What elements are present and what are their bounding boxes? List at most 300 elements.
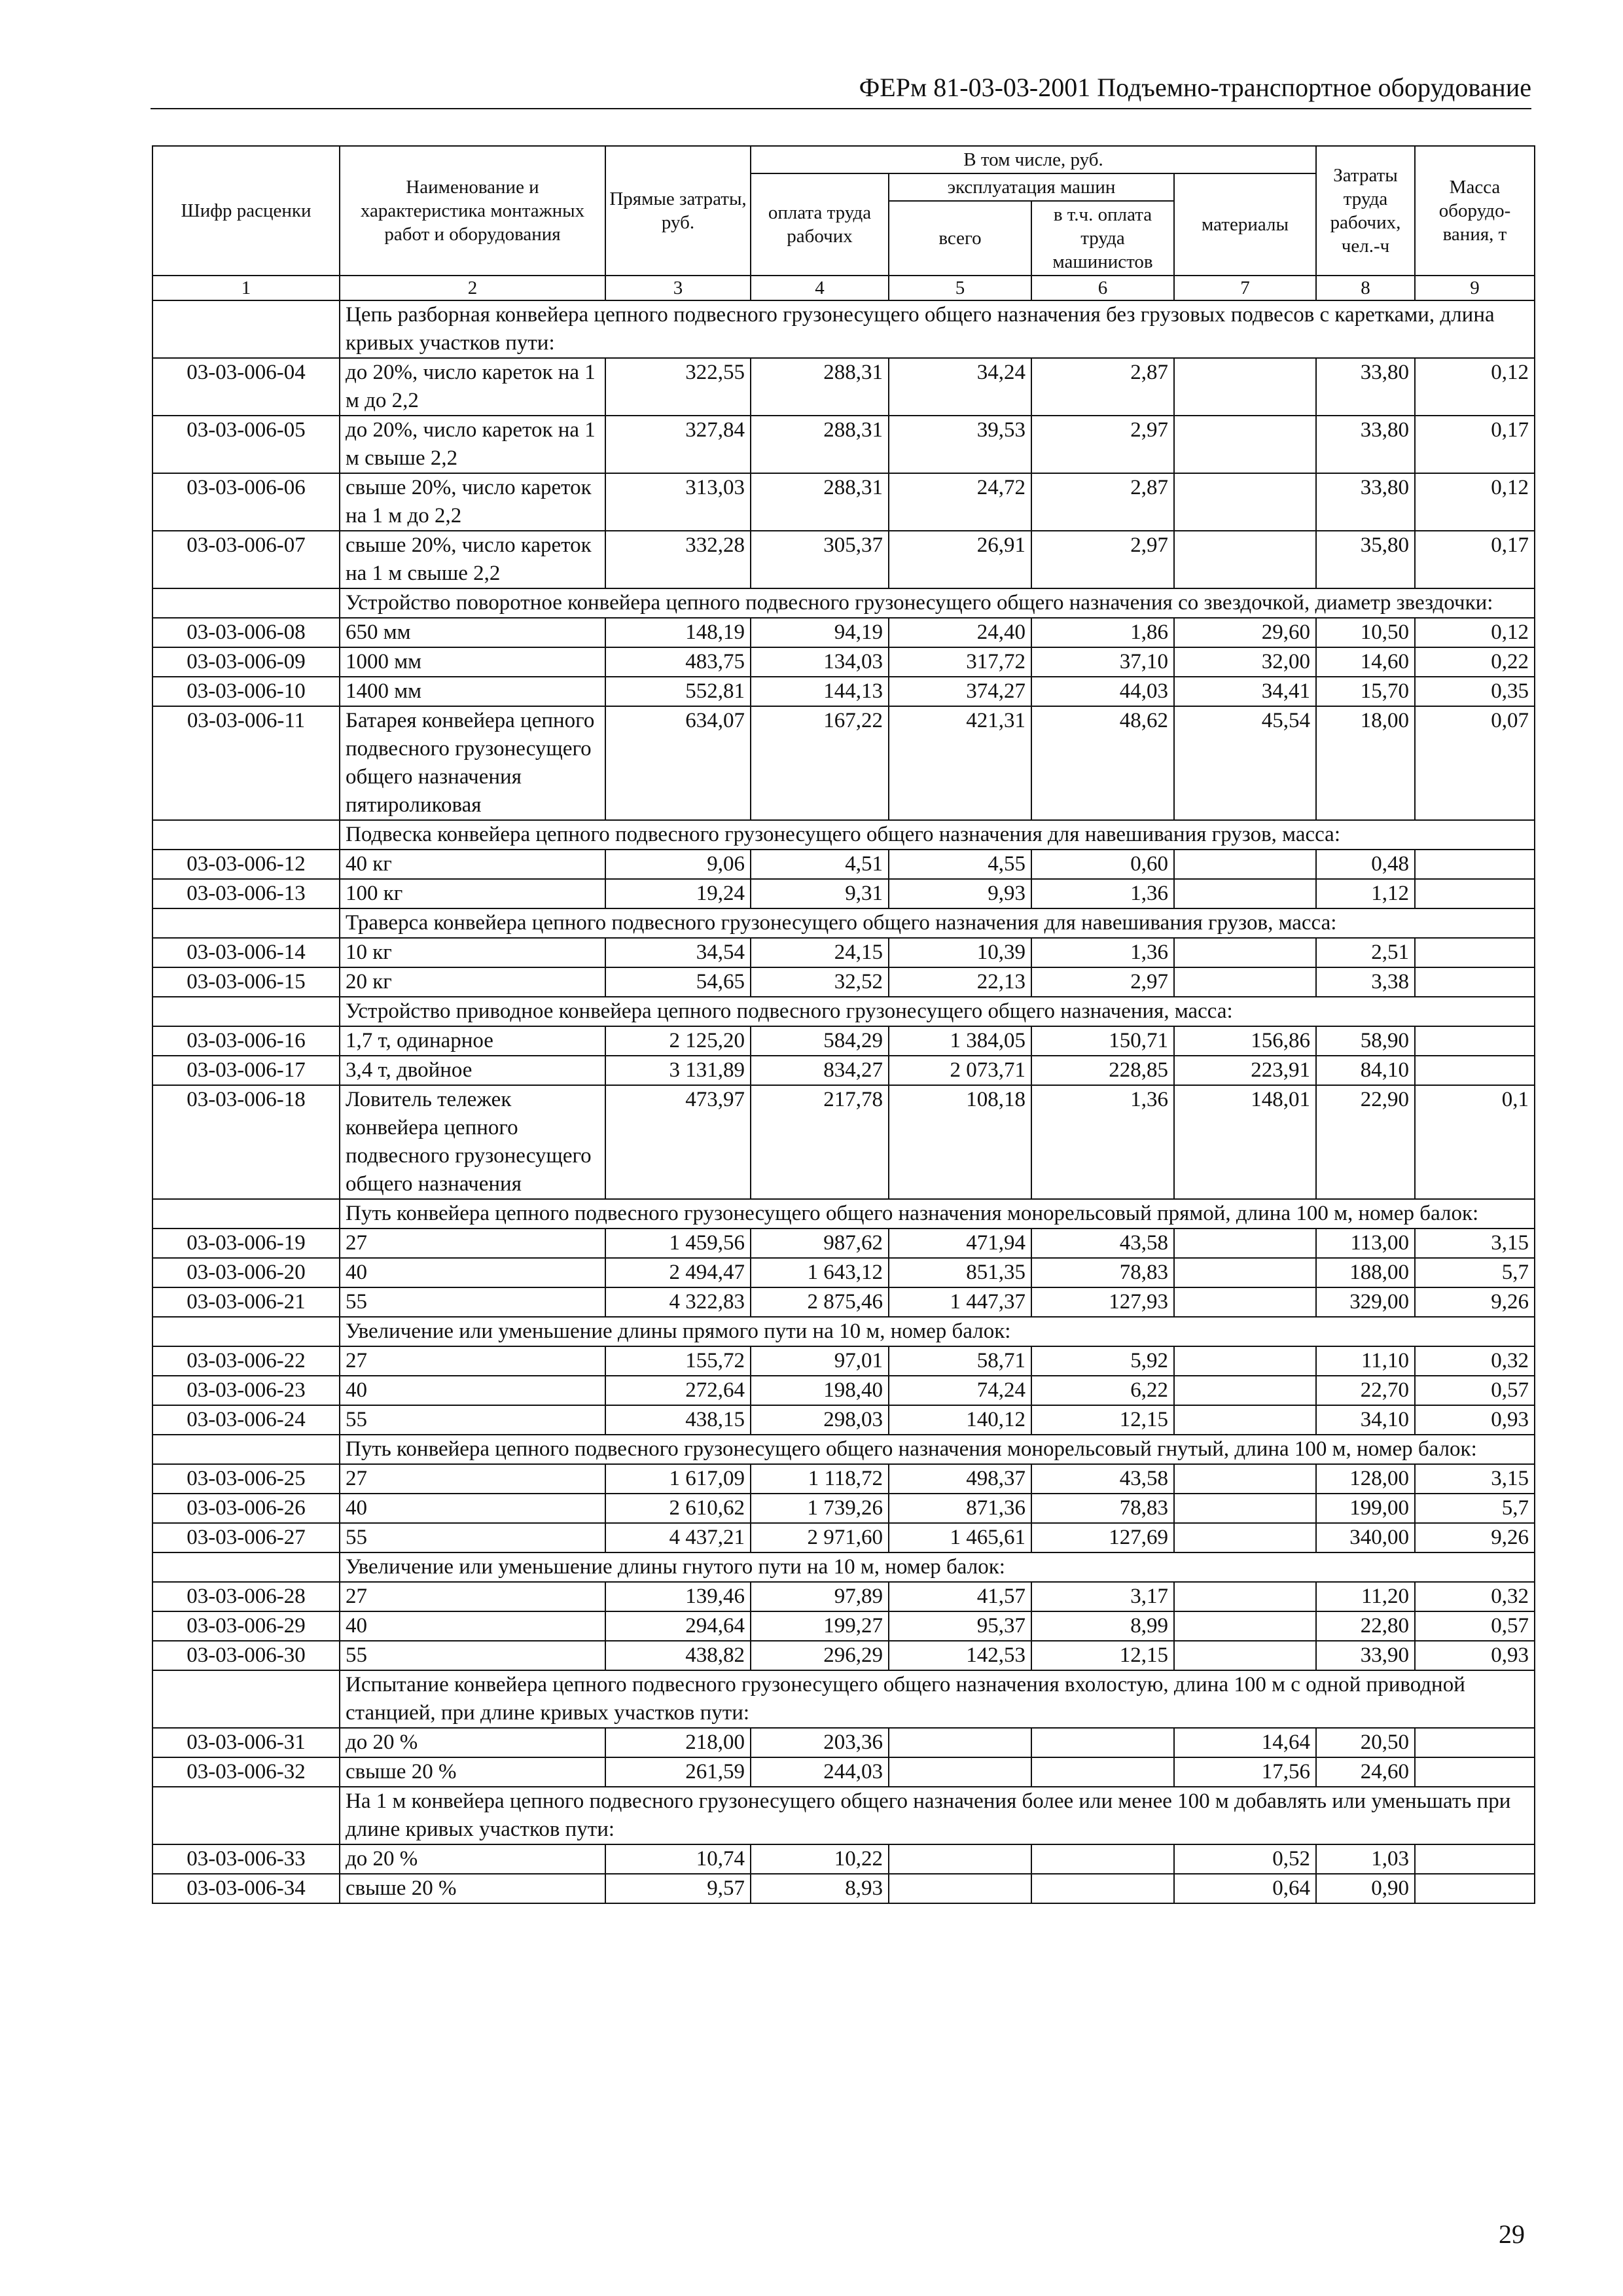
cell-code: 03-03-006-20 xyxy=(152,1258,340,1287)
cell-labor: 18,00 xyxy=(1316,706,1415,820)
section-row xyxy=(152,1552,1535,1582)
cell-wages: 244,03 xyxy=(751,1757,889,1787)
cell-labor: 329,00 xyxy=(1316,1287,1415,1317)
cell-code: 03-03-006-21 xyxy=(152,1287,340,1317)
cell-materials: 34,41 xyxy=(1174,677,1316,706)
cell-machinists: 78,83 xyxy=(1031,1494,1174,1523)
cell-name: 1400 мм xyxy=(340,677,605,706)
cell-wages: 199,27 xyxy=(751,1611,889,1641)
cell-machines: 4,55 xyxy=(889,850,1031,879)
cell-code: 03-03-006-04 xyxy=(152,358,340,416)
cell-direct: 483,75 xyxy=(605,647,751,677)
table-row xyxy=(152,473,1535,531)
cell-code: 03-03-006-22 xyxy=(152,1346,340,1376)
table-row xyxy=(152,879,1535,908)
cell-labor: 113,00 xyxy=(1316,1229,1415,1258)
cell-direct: 1 617,09 xyxy=(605,1464,751,1494)
cell-code: 03-03-006-23 xyxy=(152,1376,340,1405)
header-labor: Затраты труда рабочих, чел.-ч xyxy=(1316,146,1415,276)
cell-direct: 218,00 xyxy=(605,1728,751,1757)
table-row xyxy=(152,1026,1535,1056)
cell-machinists: 48,62 xyxy=(1031,706,1174,820)
cell-mass: 0,22 xyxy=(1415,647,1535,677)
table-row xyxy=(152,1844,1535,1874)
cell-machinists: 1,36 xyxy=(1031,938,1174,967)
column-number: 5 xyxy=(889,276,1031,300)
table-row xyxy=(152,416,1535,473)
cell-wages: 32,52 xyxy=(751,967,889,997)
cell-wages: 8,93 xyxy=(751,1874,889,1903)
table-row xyxy=(152,967,1535,997)
cell-code: 03-03-006-27 xyxy=(152,1523,340,1552)
cell-mass: 5,7 xyxy=(1415,1494,1535,1523)
cell-wages: 584,29 xyxy=(751,1026,889,1056)
cell-code: 03-03-006-18 xyxy=(152,1085,340,1199)
cell-mass: 0,17 xyxy=(1415,416,1535,473)
cell-code: 03-03-006-17 xyxy=(152,1056,340,1085)
cell-name: 650 мм xyxy=(340,618,605,647)
cell-name: 55 xyxy=(340,1641,605,1670)
cell-name: 27 xyxy=(340,1229,605,1258)
cell-code: 03-03-006-33 xyxy=(152,1844,340,1874)
cell-labor: 22,90 xyxy=(1316,1085,1415,1199)
cell-labor: 24,60 xyxy=(1316,1757,1415,1787)
cell-wages: 298,03 xyxy=(751,1405,889,1435)
cell-name: до 20 % xyxy=(340,1728,605,1757)
cell-machines: 471,94 xyxy=(889,1229,1031,1258)
cell-mass: 0,32 xyxy=(1415,1582,1535,1611)
cell-materials xyxy=(1174,1494,1316,1523)
cell-materials: 45,54 xyxy=(1174,706,1316,820)
table-row xyxy=(152,1611,1535,1641)
cell-direct: 313,03 xyxy=(605,473,751,531)
cell-wages: 198,40 xyxy=(751,1376,889,1405)
cell-machinists xyxy=(1031,1844,1174,1874)
cell-name: Ловитель тележек конвейера цепного подвесного грузонесущего общего назначения xyxy=(340,1085,605,1199)
section-row xyxy=(152,1670,1535,1728)
cell-mass: 0,93 xyxy=(1415,1641,1535,1670)
cell-name: свыше 20%, число кареток на 1 м до 2,2 xyxy=(340,473,605,531)
cell-materials xyxy=(1174,938,1316,967)
cell-machinists: 0,60 xyxy=(1031,850,1174,879)
cell-wages: 97,01 xyxy=(751,1346,889,1376)
cell-machines: 41,57 xyxy=(889,1582,1031,1611)
cell-direct: 332,28 xyxy=(605,531,751,588)
section-code-cell xyxy=(152,1670,340,1728)
cell-mass xyxy=(1415,879,1535,908)
cell-direct: 34,54 xyxy=(605,938,751,967)
cell-name: свыше 20 % xyxy=(340,1757,605,1787)
table-row xyxy=(152,706,1535,820)
section-title: На 1 м конвейера цепного подвесного грузонесущего общего назначения более или менее 100 м добавлять или уменьшать при длине кривых участков пути: xyxy=(340,1787,1535,1844)
cell-name: 55 xyxy=(340,1405,605,1435)
cell-wages: 1 643,12 xyxy=(751,1258,889,1287)
table-row xyxy=(152,677,1535,706)
cell-labor: 33,80 xyxy=(1316,358,1415,416)
cell-name: 40 xyxy=(340,1376,605,1405)
cell-materials xyxy=(1174,416,1316,473)
cell-wages: 296,29 xyxy=(751,1641,889,1670)
cell-mass xyxy=(1415,1056,1535,1085)
cell-wages: 97,89 xyxy=(751,1582,889,1611)
section-code-cell xyxy=(152,1552,340,1582)
cell-materials xyxy=(1174,1346,1316,1376)
table-row xyxy=(152,647,1535,677)
cell-machinists xyxy=(1031,1874,1174,1903)
cell-name: 55 xyxy=(340,1287,605,1317)
cell-labor: 0,48 xyxy=(1316,850,1415,879)
cell-wages: 203,36 xyxy=(751,1728,889,1757)
cell-materials: 156,86 xyxy=(1174,1026,1316,1056)
cell-code: 03-03-006-32 xyxy=(152,1757,340,1787)
cell-direct: 2 125,20 xyxy=(605,1026,751,1056)
cell-direct: 438,15 xyxy=(605,1405,751,1435)
cell-machines: 140,12 xyxy=(889,1405,1031,1435)
table-row xyxy=(152,938,1535,967)
cell-mass: 0,07 xyxy=(1415,706,1535,820)
cell-materials: 0,52 xyxy=(1174,1844,1316,1874)
cell-code: 03-03-006-13 xyxy=(152,879,340,908)
cell-labor: 11,10 xyxy=(1316,1346,1415,1376)
cell-machinists: 2,87 xyxy=(1031,473,1174,531)
cell-machines: 39,53 xyxy=(889,416,1031,473)
cell-labor: 15,70 xyxy=(1316,677,1415,706)
cell-wages: 1 118,72 xyxy=(751,1464,889,1494)
cell-name: 27 xyxy=(340,1346,605,1376)
cell-name: 10 кг xyxy=(340,938,605,967)
table-row xyxy=(152,1494,1535,1523)
cell-mass xyxy=(1415,1026,1535,1056)
cell-materials xyxy=(1174,1376,1316,1405)
cell-code: 03-03-006-19 xyxy=(152,1229,340,1258)
cell-labor: 33,90 xyxy=(1316,1641,1415,1670)
cell-wages: 24,15 xyxy=(751,938,889,967)
cell-mass: 0,93 xyxy=(1415,1405,1535,1435)
table-row xyxy=(152,531,1535,588)
cell-wages: 288,31 xyxy=(751,416,889,473)
cell-wages: 2 875,46 xyxy=(751,1287,889,1317)
cell-wages: 987,62 xyxy=(751,1229,889,1258)
cell-machines: 1 447,37 xyxy=(889,1287,1031,1317)
cell-name: 3,4 т, двойное xyxy=(340,1056,605,1085)
header-machines: эксплуатация машин xyxy=(889,173,1174,201)
cell-machines: 421,31 xyxy=(889,706,1031,820)
cell-materials xyxy=(1174,879,1316,908)
table-row xyxy=(152,358,1535,416)
cell-direct: 10,74 xyxy=(605,1844,751,1874)
cell-materials xyxy=(1174,1582,1316,1611)
table-row xyxy=(152,1874,1535,1903)
cell-machines: 374,27 xyxy=(889,677,1031,706)
cell-code: 03-03-006-26 xyxy=(152,1494,340,1523)
cell-mass: 9,26 xyxy=(1415,1287,1535,1317)
cell-machines: 108,18 xyxy=(889,1085,1031,1199)
cell-materials xyxy=(1174,1523,1316,1552)
section-code-cell xyxy=(152,820,340,850)
cell-materials xyxy=(1174,531,1316,588)
cell-machinists xyxy=(1031,1757,1174,1787)
cell-materials xyxy=(1174,1641,1316,1670)
section-title: Подвеска конвейера цепного подвесного грузонесущего общего назначения для навешивания грузов, масса: xyxy=(340,820,1535,850)
table-row xyxy=(152,850,1535,879)
section-code-cell xyxy=(152,908,340,938)
cell-wages: 9,31 xyxy=(751,879,889,908)
cell-name: 40 xyxy=(340,1611,605,1641)
cell-direct: 2 610,62 xyxy=(605,1494,751,1523)
cell-materials xyxy=(1174,1229,1316,1258)
cell-machines xyxy=(889,1874,1031,1903)
cell-machinists: 127,93 xyxy=(1031,1287,1174,1317)
cell-materials: 32,00 xyxy=(1174,647,1316,677)
cell-labor: 340,00 xyxy=(1316,1523,1415,1552)
cell-materials xyxy=(1174,1405,1316,1435)
cell-machinists: 1,36 xyxy=(1031,879,1174,908)
cell-labor: 11,20 xyxy=(1316,1582,1415,1611)
cell-labor: 128,00 xyxy=(1316,1464,1415,1494)
section-title: Путь конвейера цепного подвесного грузонесущего общего назначения монорельсовый гнутый, длина 100 м, номер балок: xyxy=(340,1435,1535,1464)
cell-mass xyxy=(1415,1874,1535,1903)
page-number: 29 xyxy=(1499,2219,1525,2249)
cell-labor: 34,10 xyxy=(1316,1405,1415,1435)
cell-materials: 29,60 xyxy=(1174,618,1316,647)
table-row xyxy=(152,1464,1535,1494)
cell-code: 03-03-006-08 xyxy=(152,618,340,647)
cell-code: 03-03-006-07 xyxy=(152,531,340,588)
cell-wages: 288,31 xyxy=(751,473,889,531)
cell-direct: 322,55 xyxy=(605,358,751,416)
cell-mass: 9,26 xyxy=(1415,1523,1535,1552)
cell-wages: 134,03 xyxy=(751,647,889,677)
cell-direct: 1 459,56 xyxy=(605,1229,751,1258)
cell-direct: 552,81 xyxy=(605,677,751,706)
cell-materials: 17,56 xyxy=(1174,1757,1316,1787)
column-number: 8 xyxy=(1316,276,1415,300)
column-number: 3 xyxy=(605,276,751,300)
cell-labor: 1,03 xyxy=(1316,1844,1415,1874)
cell-machinists: 2,87 xyxy=(1031,358,1174,416)
cell-mass: 5,7 xyxy=(1415,1258,1535,1287)
cell-mass: 0,57 xyxy=(1415,1376,1535,1405)
cell-code: 03-03-006-25 xyxy=(152,1464,340,1494)
column-number: 9 xyxy=(1415,276,1535,300)
cell-materials xyxy=(1174,1258,1316,1287)
section-row xyxy=(152,300,1535,358)
cell-code: 03-03-006-24 xyxy=(152,1405,340,1435)
cell-direct: 4 437,21 xyxy=(605,1523,751,1552)
column-numbers-row xyxy=(152,276,1535,300)
cell-machinists: 3,17 xyxy=(1031,1582,1174,1611)
cell-wages: 217,78 xyxy=(751,1085,889,1199)
section-row xyxy=(152,1317,1535,1346)
cell-labor: 22,80 xyxy=(1316,1611,1415,1641)
table-row xyxy=(152,1376,1535,1405)
column-number: 1 xyxy=(152,276,340,300)
cell-materials: 14,64 xyxy=(1174,1728,1316,1757)
cell-labor: 3,38 xyxy=(1316,967,1415,997)
section-row xyxy=(152,1435,1535,1464)
cell-wages: 144,13 xyxy=(751,677,889,706)
cell-mass xyxy=(1415,967,1535,997)
cell-name: 27 xyxy=(340,1464,605,1494)
cell-machinists xyxy=(1031,1728,1174,1757)
cell-machinists: 127,69 xyxy=(1031,1523,1174,1552)
cell-mass xyxy=(1415,850,1535,879)
cell-machines: 24,72 xyxy=(889,473,1031,531)
cell-direct: 9,06 xyxy=(605,850,751,879)
cell-machines xyxy=(889,1844,1031,1874)
cell-mass xyxy=(1415,1757,1535,1787)
cell-machinists: 12,15 xyxy=(1031,1641,1174,1670)
cell-code: 03-03-006-11 xyxy=(152,706,340,820)
cell-labor: 33,80 xyxy=(1316,473,1415,531)
cell-code: 03-03-006-14 xyxy=(152,938,340,967)
column-number: 7 xyxy=(1174,276,1316,300)
table-row xyxy=(152,1346,1535,1376)
cell-materials xyxy=(1174,967,1316,997)
cell-materials xyxy=(1174,473,1316,531)
cell-machinists: 2,97 xyxy=(1031,531,1174,588)
cell-machines: 498,37 xyxy=(889,1464,1031,1494)
cell-machines: 871,36 xyxy=(889,1494,1031,1523)
cell-code: 03-03-006-09 xyxy=(152,647,340,677)
cell-direct: 148,19 xyxy=(605,618,751,647)
cell-name: 40 кг xyxy=(340,850,605,879)
cell-materials xyxy=(1174,1611,1316,1641)
table-row xyxy=(152,1582,1535,1611)
cell-name: 100 кг xyxy=(340,879,605,908)
cell-labor: 199,00 xyxy=(1316,1494,1415,1523)
cell-materials xyxy=(1174,1287,1316,1317)
cell-machinists: 12,15 xyxy=(1031,1405,1174,1435)
cell-labor: 33,80 xyxy=(1316,416,1415,473)
cell-labor: 22,70 xyxy=(1316,1376,1415,1405)
cell-direct: 139,46 xyxy=(605,1582,751,1611)
cell-materials xyxy=(1174,1464,1316,1494)
cell-name: до 20 % xyxy=(340,1844,605,1874)
cell-code: 03-03-006-29 xyxy=(152,1611,340,1641)
cell-code: 03-03-006-34 xyxy=(152,1874,340,1903)
cell-name: до 20%, число кареток на 1 м свыше 2,2 xyxy=(340,416,605,473)
cell-labor: 0,90 xyxy=(1316,1874,1415,1903)
table-row xyxy=(152,1757,1535,1787)
cell-labor: 1,12 xyxy=(1316,879,1415,908)
cell-materials xyxy=(1174,358,1316,416)
column-number: 6 xyxy=(1031,276,1174,300)
cell-materials: 148,01 xyxy=(1174,1085,1316,1199)
header-including: В том числе, руб. xyxy=(751,146,1316,173)
cell-code: 03-03-006-12 xyxy=(152,850,340,879)
section-code-cell xyxy=(152,588,340,618)
cell-code: 03-03-006-28 xyxy=(152,1582,340,1611)
cell-labor: 14,60 xyxy=(1316,647,1415,677)
cell-machinists: 228,85 xyxy=(1031,1056,1174,1085)
header-name: Наименование и характеристика монтажных работ и оборудования xyxy=(340,146,605,276)
cell-machinists: 43,58 xyxy=(1031,1229,1174,1258)
cell-name: 55 xyxy=(340,1523,605,1552)
cell-machinists: 2,97 xyxy=(1031,967,1174,997)
table-row xyxy=(152,1085,1535,1199)
cell-direct: 54,65 xyxy=(605,967,751,997)
cell-direct: 327,84 xyxy=(605,416,751,473)
cell-machines: 9,93 xyxy=(889,879,1031,908)
rates-table xyxy=(152,145,1535,1904)
cell-name: 40 xyxy=(340,1258,605,1287)
cell-labor: 2,51 xyxy=(1316,938,1415,967)
cell-mass xyxy=(1415,1728,1535,1757)
cell-machines: 74,24 xyxy=(889,1376,1031,1405)
section-title: Цепь разборная конвейера цепного подвесного грузонесущего общего назначения без грузовых подвесов с каретками, длина кривых участков пути: xyxy=(340,300,1535,358)
cell-machines xyxy=(889,1728,1031,1757)
header-direct-costs: Прямые затраты, руб. xyxy=(605,146,751,276)
cell-machines: 1 384,05 xyxy=(889,1026,1031,1056)
table-row xyxy=(152,1405,1535,1435)
cell-direct: 4 322,83 xyxy=(605,1287,751,1317)
section-row xyxy=(152,1199,1535,1229)
cell-machines: 142,53 xyxy=(889,1641,1031,1670)
cell-mass: 3,15 xyxy=(1415,1464,1535,1494)
cell-labor: 84,10 xyxy=(1316,1056,1415,1085)
cell-name: 27 xyxy=(340,1582,605,1611)
section-row xyxy=(152,997,1535,1026)
cell-name: 1,7 т, одинарное xyxy=(340,1026,605,1056)
cell-code: 03-03-006-31 xyxy=(152,1728,340,1757)
cell-mass: 0,35 xyxy=(1415,677,1535,706)
cell-direct: 438,82 xyxy=(605,1641,751,1670)
cell-wages: 167,22 xyxy=(751,706,889,820)
table-row xyxy=(152,1287,1535,1317)
cell-name: свыше 20 % xyxy=(340,1874,605,1903)
section-code-cell xyxy=(152,1787,340,1844)
cell-labor: 188,00 xyxy=(1316,1258,1415,1287)
cell-code: 03-03-006-15 xyxy=(152,967,340,997)
cell-machines: 24,40 xyxy=(889,618,1031,647)
cell-materials: 223,91 xyxy=(1174,1056,1316,1085)
column-number: 2 xyxy=(340,276,605,300)
cell-machinists: 150,71 xyxy=(1031,1026,1174,1056)
cell-direct: 294,64 xyxy=(605,1611,751,1641)
header-materials: материалы xyxy=(1174,173,1316,276)
cell-code: 03-03-006-16 xyxy=(152,1026,340,1056)
cell-machinists: 44,03 xyxy=(1031,677,1174,706)
cell-machinists: 2,97 xyxy=(1031,416,1174,473)
cell-code: 03-03-006-30 xyxy=(152,1641,340,1670)
cell-code: 03-03-006-10 xyxy=(152,677,340,706)
table-row xyxy=(152,1258,1535,1287)
cell-mass: 0,12 xyxy=(1415,473,1535,531)
cell-name: Батарея конвейера цепного подвесного грузонесущего общего назначения пятироликовая xyxy=(340,706,605,820)
cell-machines: 317,72 xyxy=(889,647,1031,677)
cell-machines: 851,35 xyxy=(889,1258,1031,1287)
section-row xyxy=(152,820,1535,850)
cell-direct: 473,97 xyxy=(605,1085,751,1199)
cell-mass: 0,57 xyxy=(1415,1611,1535,1641)
cell-name: свыше 20%, число кареток на 1 м свыше 2,2 xyxy=(340,531,605,588)
section-title: Испытание конвейера цепного подвесного грузонесущего общего назначения вхолостую, длина 100 м с одной приводной станцией, при длине кривых участков пути: xyxy=(340,1670,1535,1728)
cell-direct: 9,57 xyxy=(605,1874,751,1903)
cell-machines: 10,39 xyxy=(889,938,1031,967)
cell-machines: 34,24 xyxy=(889,358,1031,416)
cell-machinists: 78,83 xyxy=(1031,1258,1174,1287)
cell-name: до 20%, число кареток на 1 м до 2,2 xyxy=(340,358,605,416)
cell-direct: 261,59 xyxy=(605,1757,751,1787)
section-code-cell xyxy=(152,1435,340,1464)
header-code: Шифр расценки xyxy=(152,146,340,276)
cell-mass: 0,12 xyxy=(1415,618,1535,647)
table-row xyxy=(152,1523,1535,1552)
cell-mass: 0,12 xyxy=(1415,358,1535,416)
section-row xyxy=(152,588,1535,618)
cell-wages: 1 739,26 xyxy=(751,1494,889,1523)
